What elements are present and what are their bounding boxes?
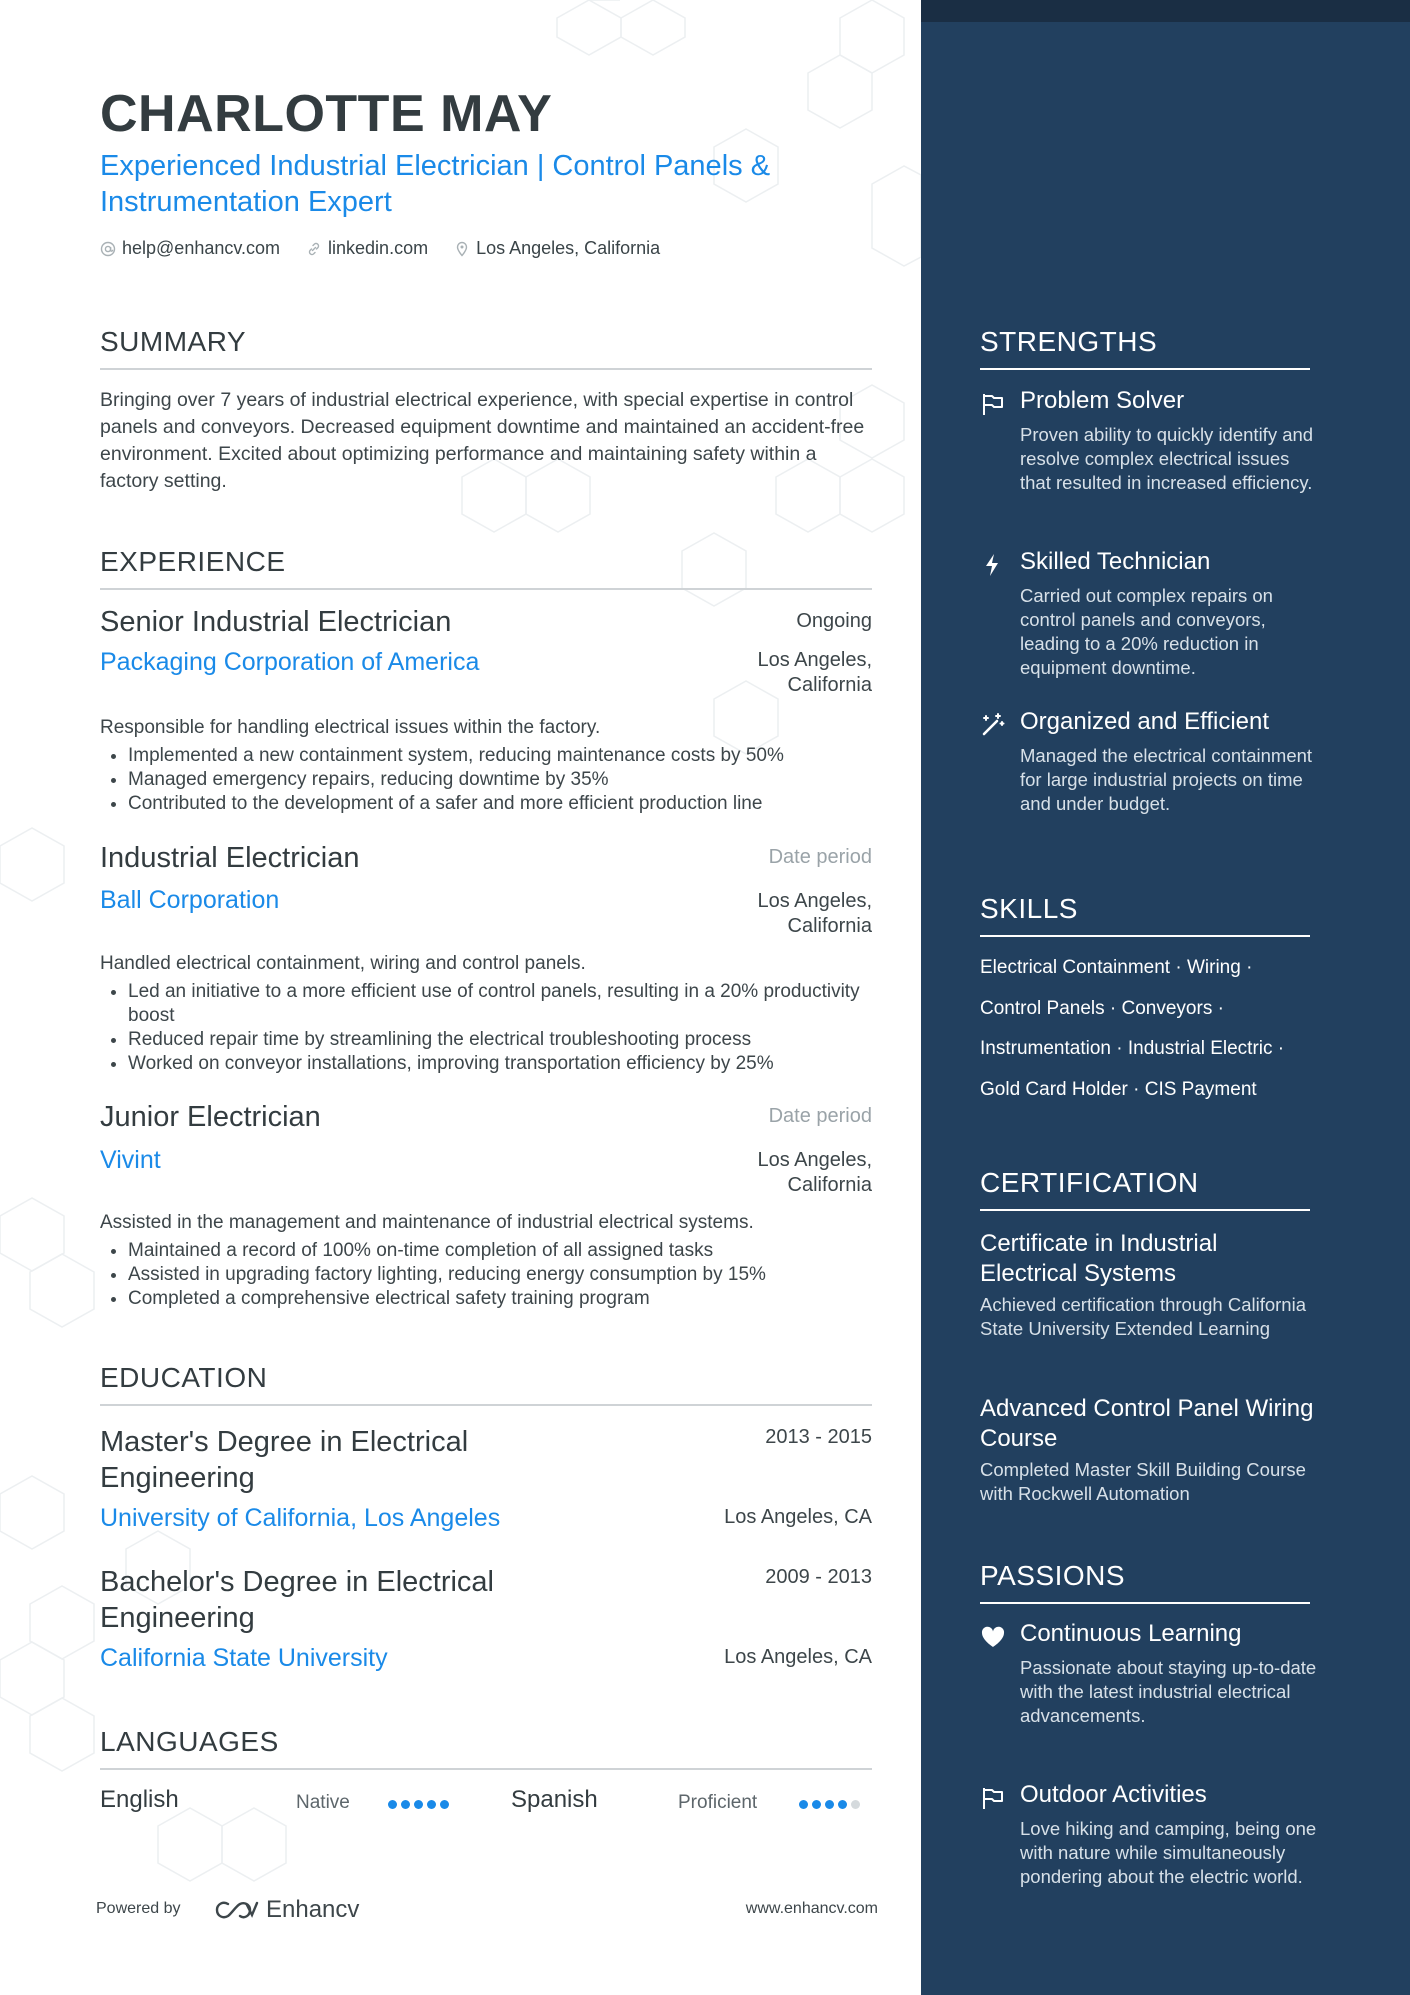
linkedin-text: linkedin.com	[328, 238, 429, 258]
job-company: Ball Corporation	[100, 886, 280, 914]
strength-item	[980, 708, 1320, 848]
rating-dot-filled	[401, 1800, 410, 1809]
job-bullet: • Worked on conveyor installations, improving transportation efficiency by 25%	[128, 1052, 872, 1076]
contact-linkedin[interactable]	[306, 238, 428, 259]
rating-dot-filled	[388, 1800, 397, 1809]
at-icon	[100, 241, 116, 257]
skills-line: Instrumentation · Industrial Electric ·	[980, 1038, 1285, 1059]
language-name: English	[100, 1786, 179, 1813]
powered-by-text: Powered by	[96, 1900, 181, 1917]
job-date: Ongoing	[796, 610, 872, 632]
sidebar-top-bar	[921, 0, 1410, 22]
language-name: Spanish	[511, 1786, 598, 1813]
rating-dot-filled	[838, 1800, 847, 1809]
languages-list	[100, 1786, 872, 1826]
job-company: Vivint	[100, 1146, 161, 1174]
rating-dot-filled	[427, 1800, 436, 1809]
education-degree: Bachelor's Degree in Electrical Engineering	[100, 1566, 494, 1634]
passion-description: Passionate about staying up-to-date with the latest industrial electrical advancements.	[1020, 1657, 1317, 1726]
skills-heading: SKILLS	[980, 893, 1310, 937]
education-heading: EDUCATION	[100, 1362, 872, 1406]
job-bullet: • Contributed to the development of a safer and more efficient production line	[128, 792, 872, 816]
footer	[96, 1896, 878, 1926]
rating-dot-filled	[825, 1800, 834, 1809]
passion-name: Continuous Learning	[1020, 1620, 1242, 1647]
strength-name: Organized and Efficient	[1020, 708, 1270, 735]
summary-text: Bringing over 7 years of industrial electrical experience, with special expertise in control panels and conveyors. Decreased equipment downtime and maintained an accident-free environment. Excited about optimizing performance and maintaining safety within a factory setting.	[100, 389, 865, 492]
job-entry	[100, 1101, 872, 1321]
job-location: Los Angeles, California	[757, 649, 872, 696]
sidebar	[921, 0, 1410, 1995]
location-pin-icon	[454, 241, 470, 257]
job-bullet: • Maintained a record of 100% on-time completion of all assigned tasks	[128, 1239, 872, 1263]
job-description: Assisted in the management and maintenance of industrial electrical systems.	[100, 1212, 754, 1233]
flag-icon	[980, 1785, 1006, 1811]
certification-name: Advanced Control Panel Wiring Course	[980, 1395, 1314, 1452]
lightning-icon	[980, 552, 1006, 578]
job-bullet: • Reduced repair time by streamlining the electrical troubleshooting process	[128, 1028, 872, 1052]
education-school: California State University	[100, 1644, 388, 1672]
skills-line: Electrical Containment · Wiring ·	[980, 957, 1253, 978]
skills-list	[980, 948, 1320, 1110]
rating-dot-filled	[812, 1800, 821, 1809]
job-entry	[100, 842, 872, 1082]
job-description: Handled electrical containment, wiring and control panels.	[100, 953, 586, 974]
rating-dot-filled	[440, 1800, 449, 1809]
candidate-title: Experienced Industrial Electrician | Control Panels & Instrumentation Expert	[100, 150, 771, 218]
job-company: Packaging Corporation of America	[100, 648, 480, 676]
location-text: Los Angeles, California	[476, 238, 661, 258]
strength-description: Managed the electrical containment for large industrial projects on time and under budget.	[1020, 745, 1313, 814]
website-link[interactable]: www.enhancv.com	[745, 1900, 878, 1917]
education-location: Los Angeles, CA	[724, 1646, 872, 1668]
strengths-heading: STRENGTHS	[980, 326, 1310, 370]
job-title: Industrial Electrician	[100, 842, 360, 874]
job-location: Los Angeles, California	[757, 890, 872, 937]
summary-heading: SUMMARY	[100, 326, 872, 370]
education-entry	[100, 1424, 872, 1544]
education-location: Los Angeles, CA	[724, 1506, 872, 1528]
language-level: Native	[296, 1792, 350, 1813]
passion-item	[980, 1620, 1320, 1760]
magic-wand-icon	[980, 712, 1006, 738]
email-text: help@enhancv.com	[122, 238, 281, 258]
skills-line: Gold Card Holder · CIS Payment	[980, 1078, 1257, 1100]
job-entry	[100, 606, 872, 826]
passion-description: Love hiking and camping, being one with nature while simultaneously pondering about the electric world.	[1020, 1818, 1317, 1887]
education-degree: Master's Degree in Electrical Engineering	[100, 1426, 469, 1494]
strength-item	[980, 387, 1320, 527]
rating-dot-filled	[414, 1800, 423, 1809]
language-rating	[388, 1800, 449, 1809]
job-date: Date period	[768, 1105, 872, 1127]
passion-name: Outdoor Activities	[1020, 1781, 1207, 1808]
heart-icon	[980, 1624, 1006, 1650]
rating-dot-empty	[851, 1800, 860, 1809]
candidate-name: CHARLOTTE MAY	[100, 85, 553, 143]
languages-heading: LANGUAGES	[100, 1726, 872, 1770]
job-bullets	[100, 744, 872, 816]
strength-description: Proven ability to quickly identify and resolve complex electrical issues that resulted in increased efficiency.	[1020, 424, 1314, 493]
experience-heading: EXPERIENCE	[100, 546, 872, 590]
certification-item	[980, 1229, 1320, 1341]
job-location: Los Angeles, California	[757, 1149, 872, 1196]
job-bullet: • Assisted in upgrading factory lighting, reducing energy consumption by 15%	[128, 1263, 872, 1287]
language-rating	[799, 1800, 860, 1809]
rating-dot-filled	[799, 1800, 808, 1809]
certification-description: Achieved certification through California State University Extended Learning	[980, 1294, 1306, 1339]
job-description: Responsible for handling electrical issues within the factory.	[100, 717, 601, 738]
strength-name: Skilled Technician	[1020, 548, 1211, 575]
job-date: Date period	[768, 846, 872, 868]
strength-name: Problem Solver	[1020, 387, 1185, 414]
job-title: Senior Industrial Electrician	[100, 606, 452, 638]
job-bullet: • Completed a comprehensive electrical safety training program	[128, 1287, 872, 1311]
contact-info	[100, 238, 660, 259]
certification-item	[980, 1394, 1320, 1506]
enhancv-logo[interactable]	[214, 1896, 359, 1924]
education-years: 2013 - 2015	[765, 1426, 872, 1448]
passion-item	[980, 1781, 1320, 1921]
job-bullets	[100, 1239, 872, 1311]
certification-description: Completed Master Skill Building Course with Rockwell Automation	[980, 1459, 1306, 1504]
contact-location	[454, 238, 660, 259]
job-bullet: • Led an initiative to a more efficient use of control panels, resulting in a 20% productivity boost	[128, 980, 872, 1028]
flag-icon	[980, 391, 1006, 417]
job-bullets	[100, 980, 872, 1076]
contact-email[interactable]	[100, 238, 280, 259]
job-title: Junior Electrician	[100, 1101, 321, 1133]
strength-description: Carried out complex repairs on control panels and conveyors, leading to a 20% reduction in equipment downtime.	[1020, 585, 1273, 678]
education-entry	[100, 1564, 872, 1684]
link-icon	[306, 241, 322, 257]
job-bullet: • Managed emergency repairs, reducing downtime by 35%	[128, 768, 872, 792]
brand-name: Enhancv	[266, 1896, 360, 1923]
certification-name: Certificate in Industrial Electrical Systems	[980, 1230, 1218, 1287]
certification-heading: CERTIFICATION	[980, 1167, 1310, 1211]
education-years: 2009 - 2013	[765, 1566, 872, 1588]
language-level: Proficient	[678, 1792, 758, 1813]
enhancv-logo-icon	[214, 1899, 260, 1921]
passions-heading: PASSIONS	[980, 1560, 1310, 1604]
strength-item	[980, 548, 1320, 688]
skills-line: Control Panels · Conveyors ·	[980, 997, 1224, 1019]
job-bullet: • Implemented a new containment system, reducing maintenance costs by 50%	[128, 744, 872, 768]
education-school: University of California, Los Angeles	[100, 1504, 501, 1532]
